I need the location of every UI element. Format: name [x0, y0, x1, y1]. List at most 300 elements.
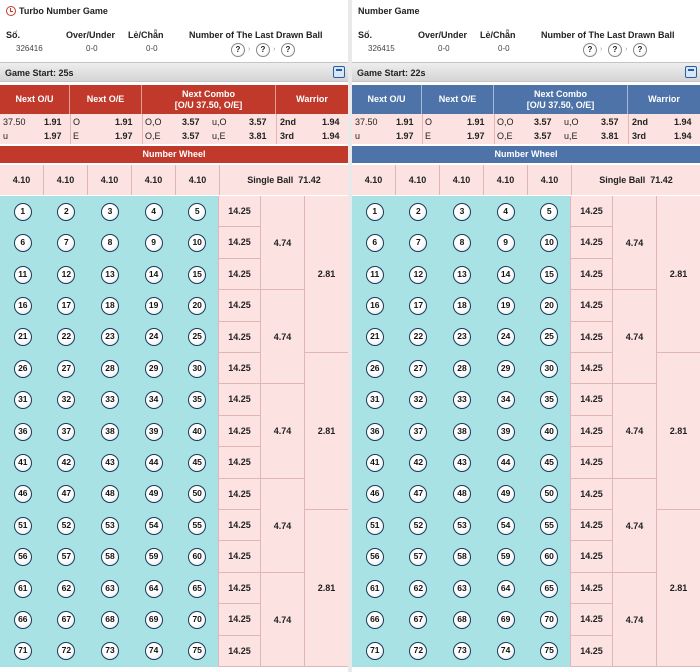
- header-next-oe: Next O/E: [70, 85, 142, 114]
- oe-odd-odds[interactable]: 1.91: [467, 117, 485, 127]
- number-ball[interactable]: 75: [540, 642, 558, 660]
- number-ball[interactable]: 36: [366, 423, 384, 441]
- single-ball-value: 71.42: [298, 175, 321, 185]
- row-odds[interactable]: 14.25: [570, 227, 612, 258]
- number-ball[interactable]: 43: [453, 454, 471, 472]
- number-ball[interactable]: 37: [409, 423, 427, 441]
- number-ball[interactable]: 70: [188, 611, 206, 629]
- number-ball[interactable]: 30: [540, 360, 558, 378]
- row-odds[interactable]: 14.25: [570, 196, 612, 227]
- row-odds[interactable]: 14.25: [218, 227, 260, 258]
- number-ball[interactable]: 59: [145, 548, 163, 566]
- group-odds[interactable]: 4.74: [612, 196, 656, 290]
- odds-body: [352, 114, 700, 144]
- number-ball[interactable]: 41: [14, 454, 32, 472]
- number-ball[interactable]: 2: [409, 203, 427, 221]
- number-ball[interactable]: 68: [453, 611, 471, 629]
- ou-under-label: u: [3, 131, 9, 141]
- number-ball[interactable]: 9: [145, 234, 163, 252]
- row-odds[interactable]: 14.25: [570, 259, 612, 290]
- turbo-number-game-panel: [0, 0, 348, 672]
- draw-info: [0, 22, 348, 62]
- range-odds[interactable]: 2.81: [656, 196, 700, 353]
- header-warrior: Warrior: [276, 85, 348, 114]
- number-ball[interactable]: 47: [409, 485, 427, 503]
- number-ball[interactable]: 34: [145, 391, 163, 409]
- number-wheel-bar: Number Wheel: [0, 146, 348, 163]
- combo-oo-odds[interactable]: 3.57: [182, 117, 200, 127]
- warrior-3rd-odds[interactable]: 1.94: [674, 131, 692, 141]
- number-ball[interactable]: 29: [497, 360, 515, 378]
- oe-odd-label: O: [73, 117, 81, 127]
- number-ball[interactable]: 57: [57, 548, 75, 566]
- number-ball[interactable]: 48: [101, 485, 119, 503]
- combo-uo-odds[interactable]: 3.57: [249, 117, 267, 127]
- column-odds[interactable]: 4.10: [132, 165, 176, 195]
- number-ball[interactable]: 17: [57, 297, 75, 315]
- number-ball[interactable]: 38: [101, 423, 119, 441]
- number-ball[interactable]: 13: [101, 266, 119, 284]
- ou-line: 37.50: [355, 117, 378, 127]
- number-ball[interactable]: 43: [101, 454, 119, 472]
- number-ball[interactable]: 71: [366, 642, 384, 660]
- range-odds[interactable]: 2.81: [304, 510, 348, 667]
- number-ball[interactable]: 23: [101, 328, 119, 346]
- number-ball[interactable]: 42: [57, 454, 75, 472]
- group-odds[interactable]: 4.74: [612, 384, 656, 478]
- ou-over-odds[interactable]: 1.91: [396, 117, 414, 127]
- ou-label: Over/Under: [418, 30, 468, 40]
- chevron-right-icon: ›: [248, 46, 251, 53]
- number-ball[interactable]: 69: [145, 611, 163, 629]
- number-ball[interactable]: 32: [409, 391, 427, 409]
- number-ball[interactable]: 35: [188, 391, 206, 409]
- number-ball[interactable]: 47: [57, 485, 75, 503]
- row-odds[interactable]: 14.25: [218, 510, 260, 541]
- oe-even-odds[interactable]: 1.97: [115, 131, 133, 141]
- number-ball[interactable]: 19: [497, 297, 515, 315]
- number-ball[interactable]: 62: [57, 580, 75, 598]
- number-ball[interactable]: 51: [14, 517, 32, 535]
- column-odds[interactable]: 4.10: [44, 165, 88, 195]
- number-ball[interactable]: 20: [188, 297, 206, 315]
- clock-icon: [6, 6, 16, 16]
- number-ball[interactable]: 12: [57, 266, 75, 284]
- number-ball[interactable]: 13: [453, 266, 471, 284]
- number-ball[interactable]: 1: [366, 203, 384, 221]
- number-wheel-grid: [0, 196, 348, 667]
- combo-oo-odds[interactable]: 3.57: [534, 117, 552, 127]
- game-start-bar: [0, 62, 348, 82]
- ou-under-odds[interactable]: 1.97: [396, 131, 414, 141]
- number-ball[interactable]: 55: [188, 517, 206, 535]
- column-odds[interactable]: 4.10: [528, 165, 572, 195]
- warrior-2nd-odds[interactable]: 1.94: [322, 117, 340, 127]
- row-odds[interactable]: 14.25: [218, 479, 260, 510]
- number-ball[interactable]: 16: [366, 297, 384, 315]
- number-ball[interactable]: 59: [497, 548, 515, 566]
- group-odds[interactable]: 4.74: [260, 384, 304, 478]
- column-odds[interactable]: 4.10: [352, 165, 396, 195]
- warrior-2nd-label: 2nd: [632, 117, 649, 127]
- number-ball[interactable]: 21: [14, 328, 32, 346]
- oe-odd-odds[interactable]: 1.91: [115, 117, 133, 127]
- number-ball[interactable]: 70: [540, 611, 558, 629]
- column-odds[interactable]: 4.10: [484, 165, 528, 195]
- number-ball[interactable]: 31: [366, 391, 384, 409]
- number-ball[interactable]: 63: [101, 580, 119, 598]
- number-ball[interactable]: 64: [497, 580, 515, 598]
- last-drawn-ball: ?: [633, 43, 647, 57]
- combo-uo-odds[interactable]: 3.57: [601, 117, 619, 127]
- number-ball[interactable]: 37: [57, 423, 75, 441]
- group-odds[interactable]: 4.74: [260, 573, 304, 667]
- number-ball[interactable]: 39: [497, 423, 515, 441]
- number-ball[interactable]: 41: [366, 454, 384, 472]
- row-odds[interactable]: 14.25: [570, 541, 612, 572]
- single-ball-odds[interactable]: [220, 165, 348, 195]
- number-ball[interactable]: 68: [101, 611, 119, 629]
- number-ball[interactable]: 40: [540, 423, 558, 441]
- number-ball[interactable]: 44: [145, 454, 163, 472]
- warrior-2nd-label: 2nd: [280, 117, 297, 127]
- number-ball[interactable]: 20: [540, 297, 558, 315]
- number-ball[interactable]: 67: [57, 611, 75, 629]
- number-ball[interactable]: 44: [497, 454, 515, 472]
- row-odds[interactable]: 14.25: [218, 353, 260, 384]
- number-ball[interactable]: 28: [453, 360, 471, 378]
- calendar-icon[interactable]: [685, 66, 697, 78]
- number-ball[interactable]: 55: [540, 517, 558, 535]
- row-odds[interactable]: 14.25: [570, 636, 612, 667]
- number-ball[interactable]: 8: [453, 234, 471, 252]
- header-next-ou: Next O/U: [0, 85, 70, 114]
- number-ball[interactable]: 49: [497, 485, 515, 503]
- number-ball[interactable]: 6: [366, 234, 384, 252]
- ou-value: 0-0: [438, 44, 450, 53]
- column-odds[interactable]: 4.10: [440, 165, 484, 195]
- ou-over-odds[interactable]: 1.91: [44, 117, 62, 127]
- number-ball[interactable]: 27: [57, 360, 75, 378]
- number-ball[interactable]: 48: [453, 485, 471, 503]
- number-ball[interactable]: 18: [101, 297, 119, 315]
- number-ball[interactable]: 6: [14, 234, 32, 252]
- number-ball[interactable]: 58: [101, 548, 119, 566]
- number-ball[interactable]: 52: [57, 517, 75, 535]
- combo-oe-label: O,E: [497, 131, 513, 141]
- number-ball[interactable]: 64: [145, 580, 163, 598]
- number-ball[interactable]: 63: [453, 580, 471, 598]
- number-ball[interactable]: 67: [409, 611, 427, 629]
- column-odds[interactable]: 4.10: [176, 165, 220, 195]
- row-odds[interactable]: 14.25: [570, 447, 612, 478]
- combo-ue-odds[interactable]: 3.81: [601, 131, 619, 141]
- number-ball[interactable]: 25: [540, 328, 558, 346]
- number-ball[interactable]: 65: [540, 580, 558, 598]
- ou-value: 0-0: [86, 44, 98, 53]
- number-ball[interactable]: 38: [453, 423, 471, 441]
- calendar-icon[interactable]: [333, 66, 345, 78]
- ou-label: Over/Under: [66, 30, 116, 40]
- number-ball[interactable]: 19: [145, 297, 163, 315]
- number-ball[interactable]: 66: [14, 611, 32, 629]
- number-ball[interactable]: 25: [188, 328, 206, 346]
- number-ball[interactable]: 49: [145, 485, 163, 503]
- lc-value: 0-0: [498, 44, 510, 53]
- number-wheel-bar: Number Wheel: [352, 146, 700, 163]
- row-odds[interactable]: 14.25: [218, 636, 260, 667]
- row-odds[interactable]: 14.25: [570, 322, 612, 353]
- game-start-bar: [352, 62, 700, 82]
- last-drawn-ball: ?: [608, 43, 622, 57]
- number-ball[interactable]: 9: [497, 234, 515, 252]
- warrior-3rd-label: 3rd: [280, 131, 295, 141]
- number-ball[interactable]: 61: [366, 580, 384, 598]
- number-ball[interactable]: 42: [409, 454, 427, 472]
- header-next-combo: Next Combo [O/U 37.50, O/E]: [494, 85, 628, 114]
- row-odds[interactable]: 14.25: [218, 384, 260, 415]
- number-ball[interactable]: 33: [101, 391, 119, 409]
- number-ball[interactable]: 4: [497, 203, 515, 221]
- number-ball[interactable]: 4: [145, 203, 163, 221]
- number-ball[interactable]: 30: [188, 360, 206, 378]
- number-ball[interactable]: 51: [366, 517, 384, 535]
- number-ball[interactable]: 22: [57, 328, 75, 346]
- number-ball[interactable]: 56: [14, 548, 32, 566]
- row-odds[interactable]: 14.25: [570, 479, 612, 510]
- number-ball[interactable]: 46: [14, 485, 32, 503]
- row-odds[interactable]: 14.25: [218, 541, 260, 572]
- number-ball[interactable]: 14: [497, 266, 515, 284]
- so-value: 326415: [368, 44, 395, 53]
- number-ball[interactable]: 16: [14, 297, 32, 315]
- number-ball[interactable]: 58: [453, 548, 471, 566]
- number-ball[interactable]: 65: [188, 580, 206, 598]
- number-ball[interactable]: 14: [145, 266, 163, 284]
- number-ball[interactable]: 12: [409, 266, 427, 284]
- number-ball[interactable]: 54: [497, 517, 515, 535]
- combo-oe-odds[interactable]: 3.57: [182, 131, 200, 141]
- ou-line: 37.50: [3, 117, 26, 127]
- number-ball[interactable]: 34: [497, 391, 515, 409]
- single-ball-odds[interactable]: [572, 165, 700, 195]
- combo-oe-label: O,E: [145, 131, 161, 141]
- group-odds[interactable]: 4.74: [260, 196, 304, 290]
- warrior-3rd-label: 3rd: [632, 131, 647, 141]
- row-odds[interactable]: 14.25: [218, 604, 260, 635]
- so-label: Số.: [358, 30, 373, 40]
- range-odds[interactable]: 2.81: [304, 353, 348, 510]
- warrior-2nd-odds[interactable]: 1.94: [674, 117, 692, 127]
- number-ball[interactable]: 7: [409, 234, 427, 252]
- number-ball[interactable]: 69: [497, 611, 515, 629]
- last-drawn-ball: ?: [281, 43, 295, 57]
- number-ball[interactable]: 62: [409, 580, 427, 598]
- range-odds[interactable]: 2.81: [304, 196, 348, 353]
- row-odds[interactable]: 14.25: [218, 259, 260, 290]
- odds-body: [0, 114, 348, 144]
- number-ball[interactable]: 5: [540, 203, 558, 221]
- row-odds[interactable]: 14.25: [218, 573, 260, 604]
- range-odds[interactable]: 2.81: [656, 353, 700, 510]
- number-ball[interactable]: 15: [540, 266, 558, 284]
- row-odds[interactable]: 14.25: [218, 416, 260, 447]
- number-ball[interactable]: 71: [14, 642, 32, 660]
- number-ball[interactable]: 39: [145, 423, 163, 441]
- column-odds[interactable]: 4.10: [88, 165, 132, 195]
- warrior-3rd-odds[interactable]: 1.94: [322, 131, 340, 141]
- number-ball[interactable]: 1: [14, 203, 32, 221]
- last-drawn-label: Number of The Last Drawn Ball: [541, 30, 675, 40]
- draw-info: [352, 22, 700, 62]
- number-ball[interactable]: 17: [409, 297, 427, 315]
- number-ball[interactable]: 3: [101, 203, 119, 221]
- number-wheel-grid: [352, 196, 700, 667]
- number-ball[interactable]: 53: [453, 517, 471, 535]
- oe-even-label: E: [73, 131, 80, 141]
- group-odds[interactable]: 4.74: [612, 479, 656, 573]
- combo-ue-odds[interactable]: 3.81: [249, 131, 267, 141]
- number-ball[interactable]: 54: [145, 517, 163, 535]
- group-odds[interactable]: 4.74: [612, 290, 656, 384]
- row-odds[interactable]: 14.25: [570, 573, 612, 604]
- number-ball[interactable]: 74: [497, 642, 515, 660]
- group-odds[interactable]: 4.74: [260, 290, 304, 384]
- lc-value: 0-0: [146, 44, 158, 53]
- number-ball[interactable]: 56: [366, 548, 384, 566]
- number-ball[interactable]: 11: [366, 266, 384, 284]
- number-ball[interactable]: 50: [540, 485, 558, 503]
- number-ball[interactable]: 72: [409, 642, 427, 660]
- oe-odd-label: O: [425, 117, 433, 127]
- number-ball[interactable]: 27: [409, 360, 427, 378]
- number-game-panel: [352, 0, 700, 672]
- header-next-ou: Next O/U: [352, 85, 422, 114]
- row-odds[interactable]: 14.25: [570, 290, 612, 321]
- lc-label: Lẻ/Chẵn: [480, 30, 516, 40]
- number-ball[interactable]: 32: [57, 391, 75, 409]
- number-ball[interactable]: 22: [409, 328, 427, 346]
- number-ball[interactable]: 40: [188, 423, 206, 441]
- game-start-countdown: Game Start: 22s: [357, 68, 426, 78]
- last-drawn-label: Number of The Last Drawn Ball: [189, 30, 323, 40]
- combo-uo-label: u,O: [212, 117, 227, 127]
- row-odds[interactable]: 14.25: [570, 384, 612, 415]
- number-ball[interactable]: 72: [57, 642, 75, 660]
- number-ball[interactable]: 7: [57, 234, 75, 252]
- combo-uo-label: u,O: [564, 117, 579, 127]
- panel-title: [352, 0, 700, 22]
- number-ball[interactable]: 28: [101, 360, 119, 378]
- row-odds[interactable]: 14.25: [218, 447, 260, 478]
- row-odds[interactable]: 14.25: [218, 290, 260, 321]
- number-ball[interactable]: 26: [14, 360, 32, 378]
- number-ball[interactable]: 15: [188, 266, 206, 284]
- column-odds-row: [0, 165, 348, 195]
- chevron-right-icon: ›: [625, 46, 628, 53]
- range-odds[interactable]: 2.81: [656, 510, 700, 667]
- number-ball[interactable]: 45: [540, 454, 558, 472]
- row-odds[interactable]: 14.25: [218, 322, 260, 353]
- number-ball[interactable]: 75: [188, 642, 206, 660]
- number-ball[interactable]: 46: [366, 485, 384, 503]
- number-ball[interactable]: 66: [366, 611, 384, 629]
- so-label: Số.: [6, 30, 21, 40]
- last-drawn-ball: ?: [256, 43, 270, 57]
- number-ball[interactable]: 35: [540, 391, 558, 409]
- ou-under-odds[interactable]: 1.97: [44, 131, 62, 141]
- combo-oe-odds[interactable]: 3.57: [534, 131, 552, 141]
- single-ball-label: Single Ball: [599, 175, 646, 185]
- number-ball[interactable]: 73: [101, 642, 119, 660]
- row-odds[interactable]: 14.25: [570, 604, 612, 635]
- number-ball[interactable]: 31: [14, 391, 32, 409]
- group-odds[interactable]: 4.74: [612, 573, 656, 667]
- number-ball[interactable]: 24: [145, 328, 163, 346]
- last-drawn-ball: ?: [583, 43, 597, 57]
- number-ball[interactable]: 57: [409, 548, 427, 566]
- panel-title-text: Turbo Number Game: [19, 6, 108, 16]
- number-ball[interactable]: 60: [540, 548, 558, 566]
- header-next-oe: Next O/E: [422, 85, 494, 114]
- number-ball[interactable]: 36: [14, 423, 32, 441]
- oe-even-odds[interactable]: 1.97: [467, 131, 485, 141]
- number-ball[interactable]: 5: [188, 203, 206, 221]
- header-warrior: Warrior: [628, 85, 700, 114]
- number-ball[interactable]: 74: [145, 642, 163, 660]
- number-ball[interactable]: 23: [453, 328, 471, 346]
- column-odds[interactable]: 4.10: [396, 165, 440, 195]
- column-odds[interactable]: 4.10: [0, 165, 44, 195]
- number-ball[interactable]: 11: [14, 266, 32, 284]
- combo-ue-label: u,E: [212, 131, 226, 141]
- number-ball[interactable]: 29: [145, 360, 163, 378]
- number-ball[interactable]: 24: [497, 328, 515, 346]
- number-ball[interactable]: 73: [453, 642, 471, 660]
- number-ball[interactable]: 50: [188, 485, 206, 503]
- number-ball[interactable]: 52: [409, 517, 427, 535]
- row-odds[interactable]: 14.25: [570, 510, 612, 541]
- number-ball[interactable]: 10: [540, 234, 558, 252]
- number-ball[interactable]: 10: [188, 234, 206, 252]
- number-ball[interactable]: 18: [453, 297, 471, 315]
- number-ball[interactable]: 2: [57, 203, 75, 221]
- last-drawn-ball: ?: [231, 43, 245, 57]
- number-ball[interactable]: 45: [188, 454, 206, 472]
- number-ball[interactable]: 60: [188, 548, 206, 566]
- number-ball[interactable]: 21: [366, 328, 384, 346]
- number-ball[interactable]: 3: [453, 203, 471, 221]
- row-odds[interactable]: 14.25: [570, 416, 612, 447]
- chevron-right-icon: ›: [600, 46, 603, 53]
- row-odds[interactable]: 14.25: [570, 353, 612, 384]
- header-next-combo: Next Combo [O/U 37.50, O/E]: [142, 85, 276, 114]
- number-ball[interactable]: 33: [453, 391, 471, 409]
- chevron-right-icon: ›: [273, 46, 276, 53]
- number-ball[interactable]: 8: [101, 234, 119, 252]
- combo-ue-label: u,E: [564, 131, 578, 141]
- combo-oo-label: O,O: [145, 117, 162, 127]
- number-ball[interactable]: 26: [366, 360, 384, 378]
- panel-title: [0, 0, 348, 22]
- group-odds[interactable]: 4.74: [260, 479, 304, 573]
- oe-even-label: E: [425, 131, 432, 141]
- number-ball[interactable]: 53: [101, 517, 119, 535]
- combo-oo-label: O,O: [497, 117, 514, 127]
- row-odds[interactable]: 14.25: [218, 196, 260, 227]
- single-ball-value: 71.42: [650, 175, 673, 185]
- number-ball[interactable]: 61: [14, 580, 32, 598]
